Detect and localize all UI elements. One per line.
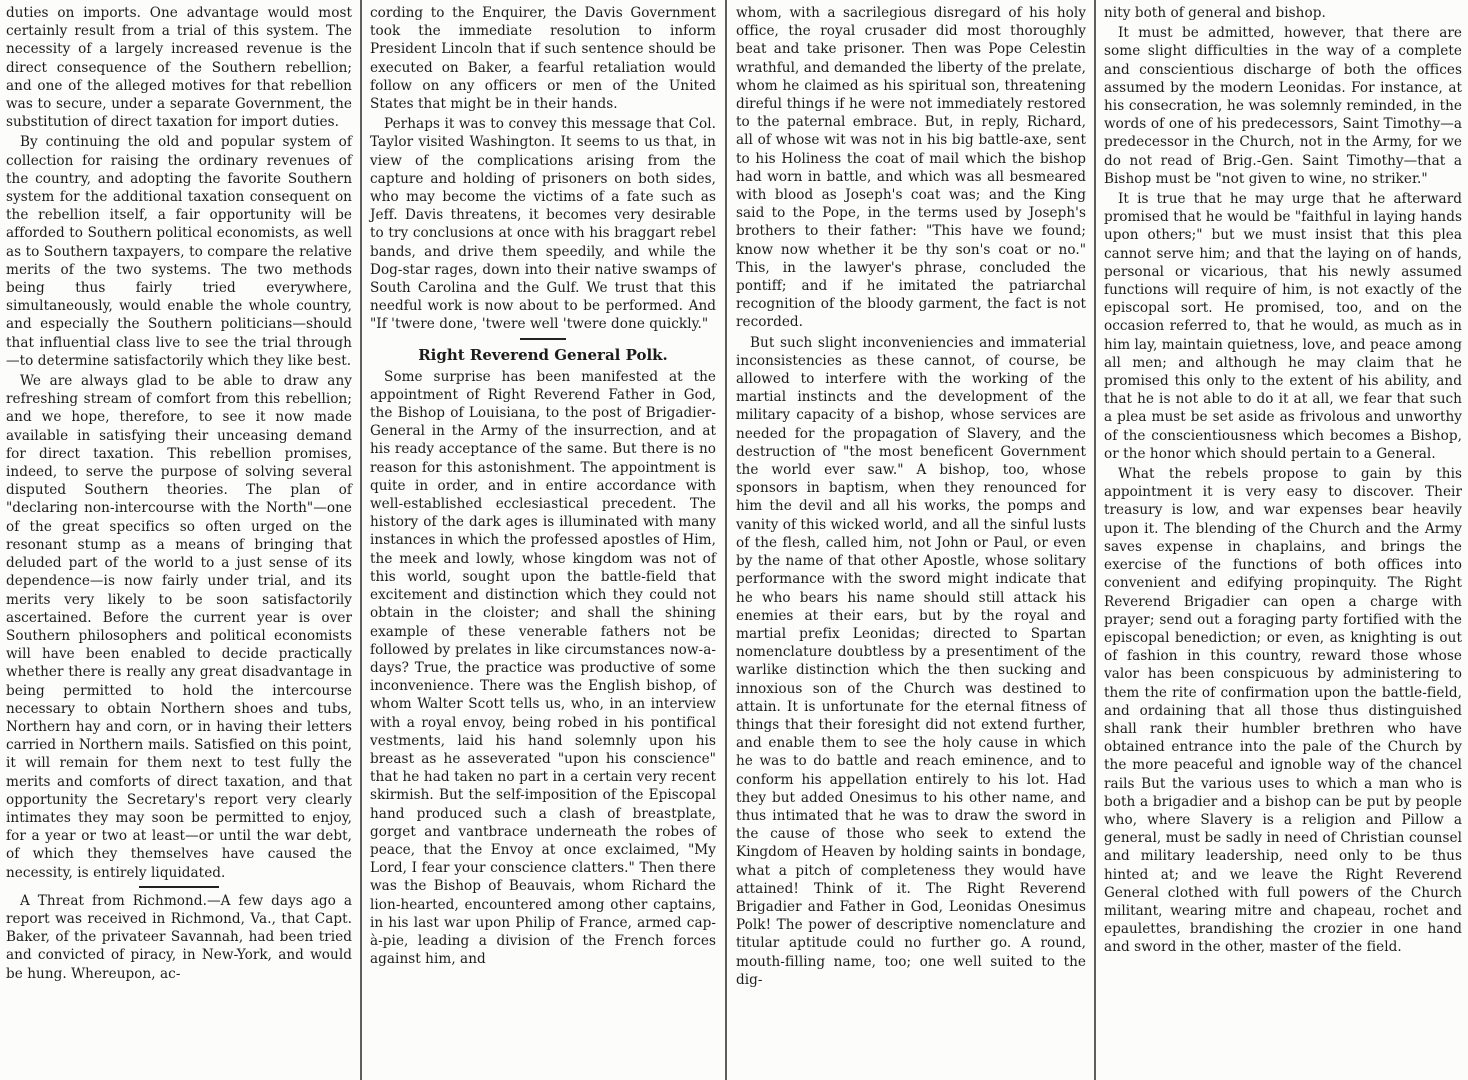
- article-headline: Right Reverend General Polk.: [418, 345, 668, 364]
- paragraph: We are always glad to be able to draw any refreshing stream of comfort from this rebellion; and we hope, therefore, to see it now made available in satisfying their unceasing demand for direct taxation. This rebellion promises, indeed, to serve the purpose of solving several disputed Southern theories. The plan of "declaring non-intercourse with the North"—one of the great specifics so often urged on the resonant stump as a means of bringing that deluded part of the world to a just sense of its dependence—is now fairly under trial, and its merits very likely to be soon satisfactorily ascertained. Before the current year is over Southern philosophers and political economists will have been enabled to decide practically whether there is really any great disadvantage in being permitted to hold the intercourse necessary to obtain Northern shoes and tubs, Northern hay and corn, or in having their letters carried in Northern mails. Satisfied on this point, it will remain for them next to test fully the merits and comforts of direct taxation, and that opportunity the Secretary's report very clearly intimates they may soon be permitted to enjoy, for a year or two at least—or until the war debt, of which they themselves have caused the necessity, is entirely liquidated.: [6, 373, 352, 881]
- paragraph: duties on imports. One advantage would most certainly result from a trial of this system. The necessity of a largely increased revenue is the direct consequence of the Southern rebellion; and one of the alleged motives for that rebellion was to secure, under a separate Government, the substitution of direct taxation for import duties.: [6, 5, 352, 131]
- column-rule-3: [1094, 0, 1096, 1080]
- paragraph: Some surprise has been manifested at the appointment of Right Reverend Father in God, the Bishop of Louisiana, to the post of Brigadier-General in the Army of the insurrection, and at his ready acceptance of the same. But there is no reason for this astonishment. The appointment is quite in order, and in entire accordance with well-established ecclesiastical precedent. The history of the dark ages is illuminated with many instances in which the professed apostles of Him, the meek and lowly, whose kingdom was not of this world, sought upon the battle-field that excitement and distinction which they could not obtain in the cloister; and shall the shining example of these venerable fathers not be followed by prelates in like circumstances now-a-days? True, the practice was productive of some inconvenience. There was the English bishop, of whom Walter Scott tells us, who, in an interview with a royal envoy, being robed in his pontifical vestments, laid his hand solemnly upon his breast as he asseverated "upon his conscience" that he had taken no part in a certain very recent skirmish. But the self-imposition of the Episcopal hand produced such a clash of breastplate, gorget and vantbrace underneath the robes of peace, that the Envoy at once exclaimed, "My Lord, I fear your conscience clatters." Then there was the Bishop of Beauvais, whom Richard the lion-hearted, encountered among other captains, in his last war upon Philip of France, armed cap-à-pie, leading a division of the French forces against him, and: [370, 368, 716, 968]
- paragraph: whom, with a sacrilegious disregard of his holy office, the royal crusader did most thoroughly beat and take prisoner. Then was Pope Celestin wrathful, and demanded the liberty of the prelate, whom he claimed as his spiritual son, threatening direful things if he were not immediately restored to the paternal embrace. But, in reply, Richard, all of whose wit was not in his big battle-axe, sent to his Holiness the coat of mail which the bishop had worn in battle, and which was all besmeared with blood as Joseph's coat was; and the King said to the Pope, in the terms used by Joseph's brothers to their father: "This have we found; know now whether it be thy son's coat or no." This, in the lawyer's phrase, concluded the pontiff; and if he imitated the patriarchal recognition of the bloody garment, the fact is not recorded.: [736, 5, 1086, 331]
- column-rule-1: [360, 0, 362, 1080]
- article-separator: [139, 886, 219, 888]
- paragraph: What the rebels propose to gain by this appointment it is very easy to discover. Their treasury is low, and war expenses bear heavily upon it. The blending of the Church and the Army saves expense in chaplains, and brings the exercise of the functions of both offices into convenient and edifying propinquity. The Right Reverend Brigadier can open a charge with prayer; send out a foraging party fortified with the episcopal benediction; or even, as knighting is out of fashion in this country, reward those whose valor has been conspicuous by administering to them the rite of confirmation upon the battle-field, and ordaining that all those thus distinguished shall rank their humbler brethren who have obtained entrance into the pale of the Church by the more peaceful and ignoble way of the chancel rails But the various uses to which a man who is both a brigadier and a bishop can be put by people who, where Slavery is a religion and Pillow a general, must be sadly in need of Christian counsel and military leadership, need only to be thus hinted at; and we leave the Right Reverend General clothed with full powers of the Church militant, wearing mitre and chapeau, rochet and epaulettes, brandishing the crozier in one hand and sword in the other, master of the field.: [1104, 466, 1462, 956]
- column-2: [364, 0, 722, 1080]
- paragraph: Perhaps it was to convey this message that Col. Taylor visited Washington. It seems to us that, in view of the complications arising from the capture and holding of prisoners on both sides, who may become the victims of a fate such as Jeff. Davis threatens, it becomes very desirable to try conclusions at once with his braggart rebel bands, and drive them speedily, and while the Dog-star rages, down into their native swamps of South Carolina and the Gulf. We trust that this needful work is now about to be performed. And "If 'twere done, 'twere well 'twere done quickly.": [370, 116, 716, 333]
- column-1: [0, 0, 358, 1080]
- column-rule-2: [725, 0, 727, 1080]
- article-separator: [520, 338, 566, 340]
- paragraph: A Threat from Richmond.—A few days ago a report was received in Richmond, Va., that Capt. Baker, of the privateer Savannah, had been tried and convicted of piracy, in New-York, and would be hung. Whereupon, ac-: [6, 892, 352, 982]
- column-4: [1098, 0, 1468, 1080]
- paragraph: By continuing the old and popular system of collection for raising the ordinary revenues of the country, and adopting the favorite Southern system for the additional taxation consequent on the rebellion itself, a fair opportunity will be afforded to Southern political economists, as well as to Southern taxpayers, to compare the relative merits of the two systems. The two methods being thus fairly tried everywhere, simultaneously, would enable the whole country, and especially the Southern politicians—should that influential class live to see the trial through—to determine satisfactorily which they like best.: [6, 134, 352, 369]
- paragraph: But such slight inconveniencies and immaterial inconsistencies as these cannot, of course, be allowed to interfere with the working of the martial instincts and the development of the military capacity of a bishop, whose services are needed for the propagation of Slavery, and the destruction of "the most beneficent Government the world ever saw." A bishop, too, whose sponsors in baptism, when they renounced for him the devil and all his works, the pomps and vanity of this wicked world, and all the sinful lusts of the flesh, called him, not John or Paul, or even by the name of that other Apostle, whose solitary performance with the sword might indicate that he who bears his name should still attack his enemies at their ears, but by the royal and martial prefix Leonidas; directed to Spartan nomenclature doubtless by a presentiment of the warlike distinction which the then sucking and innoxious son of the Church was destined to attain. It is unfortunate for the eternal fitness of things that their foresight did not extend further, and enable them to see the holy cause in which he was to do battle and reach eminence, and to conform his appellation entirely to his lot. Had they but added Onesimus to his other name, and thus intimated that he was to draw the sword in the cause of those who seek to extend the Kingdom of Heaven by holding saints in bondage, what a pitch of completeness they would have attained! Think of it. The Right Reverend Brigadier and Father in God, Leonidas Onesimus Polk! The power of descriptive nomenclature and titular aptitude could no further go. A round, mouth-filling name, too; one well suited to the dig-: [736, 334, 1086, 988]
- paragraph: It must be admitted, however, that there are some slight difficulties in the way of a complete and conscientious discharge of both the offices assumed by the modern Leonidas. For instance, at his consecration, he was solemnly reminded, in the words of one of his predecessors, Saint Timothy—a predecessor in the Church, not in the Army, for we do not read of Brig.-Gen. Saint Timothy—that a Bishop must be "not given to wine, no striker.": [1104, 25, 1462, 187]
- paragraph: cording to the Enquirer, the Davis Government took the immediate resolution to inform President Lincoln that if such sentence should be executed on Baker, a fearful retaliation would follow on any officers or men of the United States that might be in their hands.: [370, 5, 716, 113]
- column-3: [730, 0, 1092, 1080]
- paragraph: It is true that he may urge that he afterward promised that he would be "faithful in laying hands upon others;" but we must insist that this plea cannot serve him; and that the laying on of hands, personal or vicarious, that his newly assumed functions will require of him, is not exactly of the episcopal sort. He promised, too, and on the occasion referred to, that he would, as much as in him lay, maintain quietness, love, and peace among all men; and although he may claim that he promised this only to the extent of his ability, and that he is not able to do it at all, we fear that such a plea must be set aside as frivolous and unworthy of the conscientiousness which becomes a Bishop, or the honor which should pertain to a General.: [1104, 191, 1462, 462]
- paragraph: nity both of general and bishop.: [1104, 5, 1326, 21]
